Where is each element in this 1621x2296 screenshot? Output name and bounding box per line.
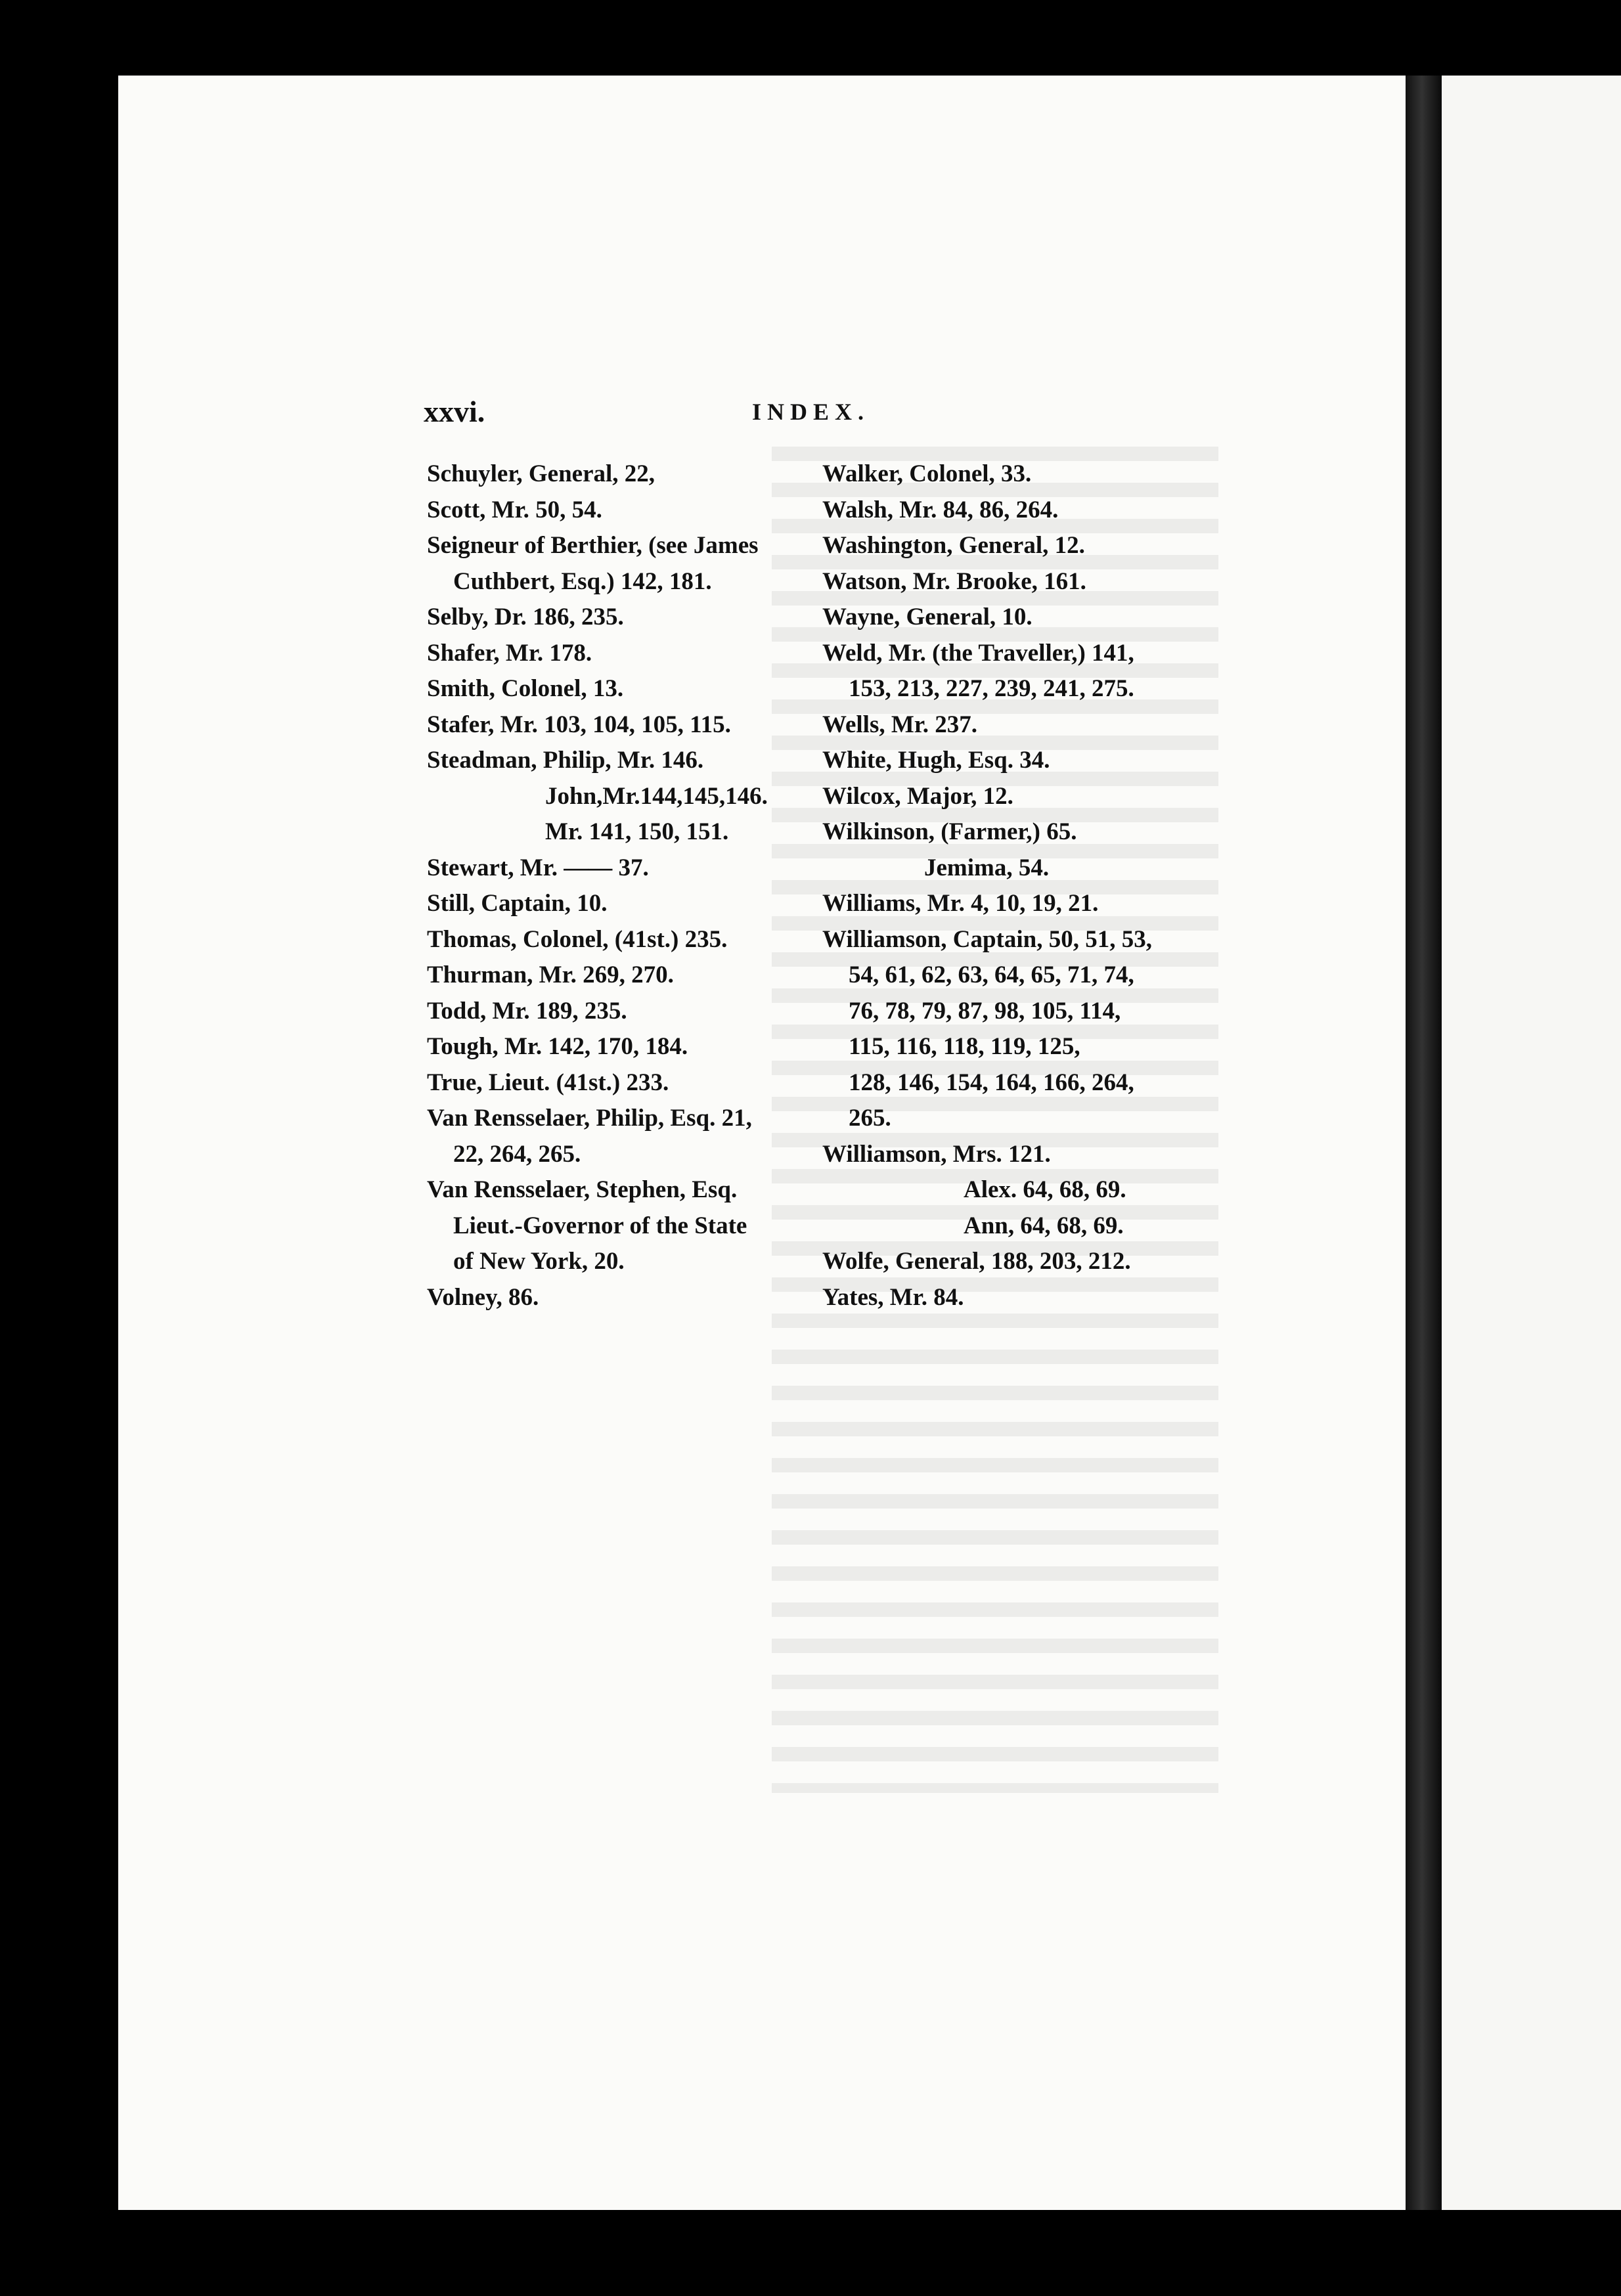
index-subentry: Jemima, 54. <box>924 854 1050 881</box>
index-entry: Walker, Colonel, 33. <box>822 460 1032 487</box>
index-entry: Weld, Mr. (the Traveller,) 141, <box>822 639 1134 667</box>
index-entry: Van Rensselaer, Stephen, Esq. <box>427 1176 738 1203</box>
index-column-right <box>822 456 1203 1315</box>
index-entry: Wayne, General, 10. <box>822 604 1033 630</box>
index-entry: Wilkinson, (Farmer,) 65. <box>822 818 1077 845</box>
index-entry: Walsh, Mr. 84, 86, 264. <box>822 496 1059 523</box>
index-entry-continuation: 153, 213, 227, 239, 241, 275. <box>849 675 1134 702</box>
index-entry: Tough, Mr. 142, 170, 184. <box>427 1033 688 1060</box>
index-entry-continuation: 76, 78, 79, 87, 98, 105, 114, <box>849 997 1121 1025</box>
index-entry: Thurman, Mr. 269, 270. <box>427 961 674 988</box>
index-entry: Williamson, Mrs. 121. <box>822 1140 1051 1168</box>
index-entry: Yates, Mr. 84. <box>822 1283 964 1311</box>
index-entry: Thomas, Colonel, (41st.) 235. <box>427 925 728 953</box>
running-header <box>424 394 1186 433</box>
index-entry: White, Hugh, Esq. 34. <box>822 747 1050 774</box>
index-subentry: Ann, 64, 68, 69. <box>964 1212 1124 1239</box>
page-title: INDEX. <box>752 399 870 425</box>
index-entry-continuation: 128, 146, 154, 164, 166, 264, <box>849 1069 1134 1096</box>
index-entry: Williams, Mr. 4, 10, 19, 21. <box>822 890 1099 917</box>
index-entry: Seigneur of Berthier, (see James <box>427 532 759 559</box>
index-entry: Williamson, Captain, 50, 51, 53, <box>822 925 1152 953</box>
index-entry-continuation: Cuthbert, Esq.) 142, 181. <box>453 567 712 595</box>
index-entry: Schuyler, General, 22, <box>427 460 655 487</box>
page-number: xxvi. <box>424 395 485 428</box>
page-gutter <box>1406 76 1442 2210</box>
index-entry: Volney, 86. <box>427 1283 539 1311</box>
index-subentry: John,Mr.144,145,146. <box>545 782 768 810</box>
index-entry: Watson, Mr. Brooke, 161. <box>822 567 1086 595</box>
index-entry: Selby, Dr. 186, 235. <box>427 604 624 630</box>
index-entry: Stafer, Mr. 103, 104, 105, 115. <box>427 711 731 738</box>
index-entry-continuation: 115, 116, 118, 119, 125, <box>849 1033 1080 1060</box>
index-entry: Steadman, Philip, Mr. 146. <box>427 747 704 774</box>
index-entry: Wilcox, Major, 12. <box>822 782 1013 810</box>
index-entry: Todd, Mr. 189, 235. <box>427 997 627 1025</box>
index-subentry: Alex. 64, 68, 69. <box>964 1176 1126 1203</box>
index-entry: Wolfe, General, 188, 203, 212. <box>822 1248 1131 1275</box>
index-entry: Smith, Colonel, 13. <box>427 675 624 702</box>
index-entry: Scott, Mr. 50, 54. <box>427 496 602 523</box>
index-entry-continuation: Lieut.-Governor of the State <box>453 1212 747 1239</box>
index-entry-continuation: of New York, 20. <box>453 1248 625 1275</box>
index-subentry: Mr. 141, 150, 151. <box>545 818 729 845</box>
index-column-left <box>427 456 808 1315</box>
index-entry: Van Rensselaer, Philip, Esq. 21, <box>427 1105 752 1132</box>
index-entry-continuation: 22, 264, 265. <box>453 1140 581 1168</box>
index-entry: Washington, General, 12. <box>822 532 1085 559</box>
index-entry: Stewart, Mr. —— 37. <box>427 854 649 881</box>
index-entry: Shafer, Mr. 178. <box>427 639 592 667</box>
index-entry: Wells, Mr. 237. <box>822 711 978 738</box>
index-entry-continuation: 265. <box>849 1105 891 1132</box>
facing-page <box>1442 76 1621 2210</box>
index-entry: True, Lieut. (41st.) 233. <box>427 1069 669 1096</box>
index-entry-continuation: 54, 61, 62, 63, 64, 65, 71, 74, <box>849 961 1134 988</box>
index-entry: Still, Captain, 10. <box>427 890 608 917</box>
